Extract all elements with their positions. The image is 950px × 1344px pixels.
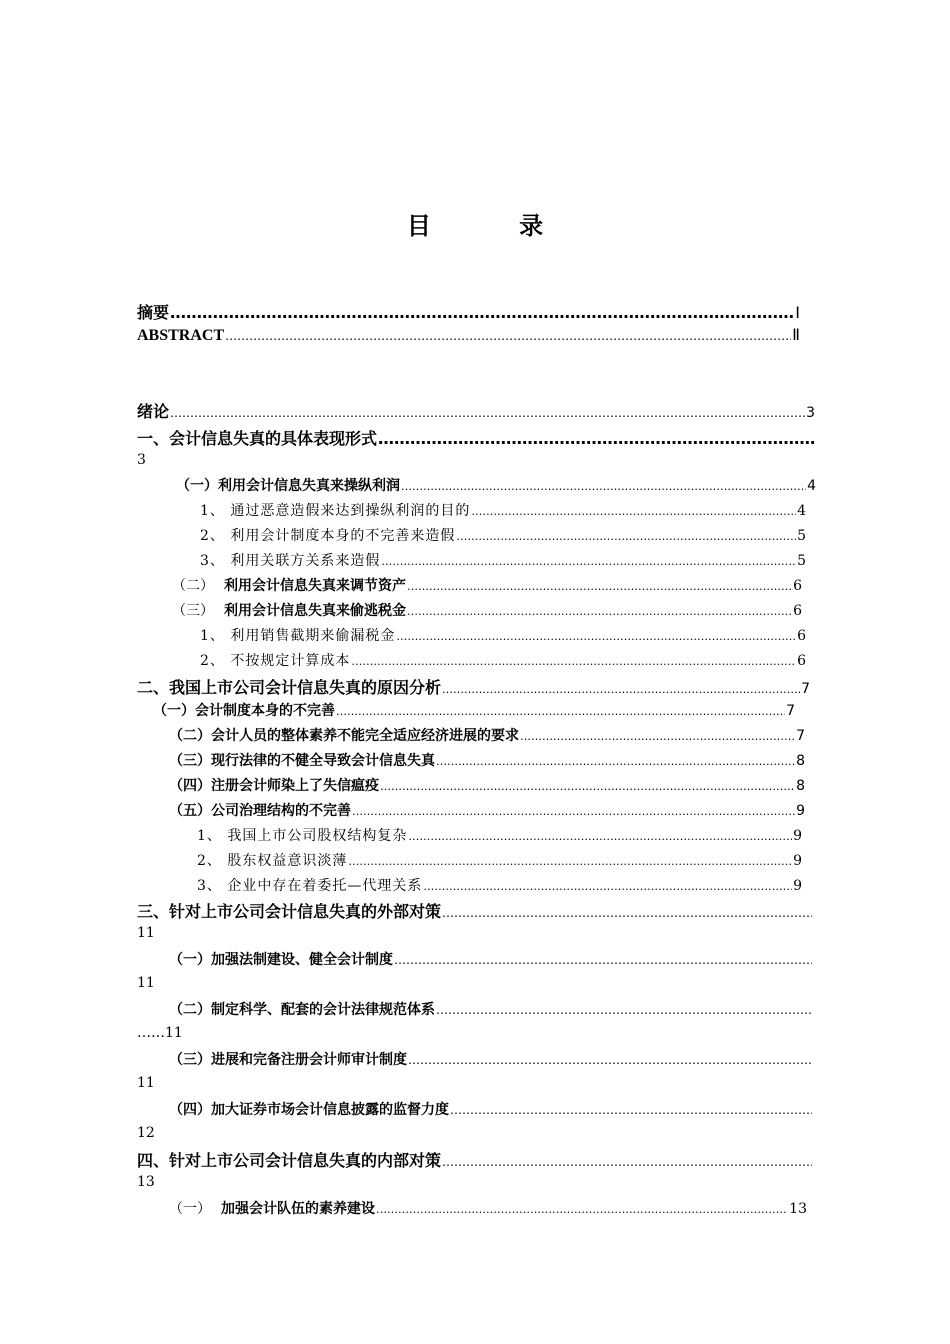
- leader-dots: [436, 755, 795, 768]
- toc-entry-page: 5: [797, 553, 806, 569]
- toc-entry-label: 2、 不按规定计算成本: [200, 653, 351, 669]
- toc-entry-label: 加强会计队伍的素养建设: [221, 1201, 375, 1217]
- toc-entry-label: 三、针对上市公司会计信息失真的外部对策: [137, 902, 442, 921]
- leader-dots: [394, 953, 812, 967]
- toc-entry-page: 11: [137, 975, 155, 991]
- toc-entry-label: 1、 利用销售截期来偷漏税金: [200, 628, 396, 644]
- toc-entry-abstract-cn[interactable]: [137, 300, 800, 323]
- toc-entry-label: 1、 我国上市公司股权结构复杂: [197, 828, 408, 844]
- toc-entry-page: 6: [797, 628, 806, 644]
- leader-dots: [408, 830, 792, 843]
- toc-entry-ch1-s2[interactable]: [172, 575, 802, 595]
- leader-dots: [352, 805, 795, 818]
- leader-dots: [436, 1003, 812, 1017]
- toc-entry-label: 绪论: [137, 402, 170, 421]
- toc-entry-label: 二、我国上市公司会计信息失真的原因分析: [137, 678, 442, 697]
- toc-entry-page: 13: [137, 1174, 155, 1190]
- leader-dots: [225, 329, 791, 343]
- toc-entry-ch2-s5[interactable]: [169, 800, 805, 820]
- toc-entry-page: 11: [137, 1075, 155, 1091]
- toc-entry-ch2-s4[interactable]: [169, 775, 805, 795]
- toc-title: 目 录: [406, 212, 584, 240]
- toc-entry-number: （二）: [172, 578, 214, 594]
- toc-entry-label: 2、 股东权益意识淡薄: [197, 853, 348, 869]
- toc-entry-ch1-s1-3[interactable]: [200, 550, 806, 570]
- leader-dots: [407, 605, 792, 618]
- toc-entry-ch1-s1-2[interactable]: [200, 525, 806, 545]
- toc-entry-number: （一）: [169, 1201, 211, 1217]
- toc-entry-ch2-s3[interactable]: [169, 750, 805, 770]
- toc-entry-page: 11: [137, 925, 155, 941]
- toc-entry-ch1-s1[interactable]: [176, 475, 816, 495]
- leader-dots: [396, 630, 796, 643]
- toc-entry-ch4[interactable]: [137, 1148, 813, 1171]
- leader-dots: [450, 1103, 812, 1117]
- toc-entry-ch3-s1[interactable]: [169, 949, 813, 969]
- toc-entry-ch2-s2[interactable]: [169, 725, 805, 745]
- toc-entry-ch1-s3-1[interactable]: [200, 625, 806, 645]
- leader-dots: [378, 429, 814, 448]
- leader-dots: [381, 555, 796, 568]
- leader-dots: [380, 780, 795, 793]
- leader-dots: [423, 880, 792, 893]
- toc-entry-ch2-s1[interactable]: [153, 700, 795, 720]
- toc-entry-page: 7: [801, 681, 810, 697]
- toc-entry-label: （一）会计制度本身的不完善: [153, 703, 335, 719]
- toc-entry-page: Ⅱ: [792, 325, 800, 344]
- toc-entry-ch2[interactable]: [137, 675, 810, 698]
- leader-dots: [407, 580, 792, 593]
- leader-dots: [170, 406, 805, 420]
- leader-dots: [401, 480, 806, 493]
- toc-entry-label: ABSTRACT: [137, 327, 225, 344]
- leader-dots: [471, 505, 796, 518]
- toc-entry-page: 7: [786, 703, 795, 719]
- toc-entry-label: 3、 企业中存在着委托—代理关系: [197, 878, 423, 894]
- toc-entry-label: 3、 利用关联方关系来造假: [200, 553, 381, 569]
- toc-entry-page: 9: [793, 828, 802, 844]
- toc-entry-number: （三）: [172, 603, 214, 619]
- leader-dots: [408, 1053, 812, 1067]
- toc-entry-label: （四）加大证券市场会计信息披露的监督力度: [169, 1102, 449, 1118]
- toc-entry-page: 5: [797, 528, 806, 544]
- toc-entry-label: 利用会计信息失真来偷逃税金: [224, 603, 406, 619]
- toc-entry-ch3-s4[interactable]: [169, 1099, 813, 1119]
- toc-entry-page: Ⅰ: [795, 303, 800, 322]
- toc-entry-page: 6: [793, 578, 802, 594]
- toc-entry-label: （三）现行法律的不健全导致会计信息失真: [169, 753, 435, 769]
- toc-entry-ch3[interactable]: [137, 899, 813, 922]
- toc-entry-page: 8: [796, 778, 805, 794]
- toc-entry-page: 7: [796, 728, 805, 744]
- leader-dots: [351, 655, 796, 668]
- toc-entry-page: 9: [796, 803, 805, 819]
- toc-entry-page: 3: [137, 452, 146, 468]
- toc-entry-ch1-s3[interactable]: [172, 600, 802, 620]
- leader-dots: [456, 530, 796, 543]
- toc-entry-ch1-s3-2[interactable]: [200, 650, 806, 670]
- toc-entry-ch2-s5-2[interactable]: [197, 850, 802, 870]
- toc-entry-page: 6: [797, 653, 806, 669]
- toc-entry-label: （二）会计人员的整体素养不能完全适应经济进展的要求: [169, 728, 519, 744]
- toc-entry-label: 四、针对上市公司会计信息失真的内部对策: [137, 1151, 442, 1170]
- toc-entry-page: 8: [796, 753, 805, 769]
- toc-entry-page: 4: [797, 503, 806, 519]
- toc-entry-label: 利用会计信息失真来调节资产: [224, 578, 406, 594]
- toc-entry-label: （一）加强法制建设、健全会计制度: [169, 952, 393, 968]
- toc-entry-ch2-s5-1[interactable]: [197, 825, 802, 845]
- leader-dots: [442, 1155, 812, 1169]
- leader-dots: [348, 855, 792, 868]
- toc-entry-page: ……11: [137, 1025, 183, 1041]
- toc-entry-label: 摘要: [137, 303, 170, 322]
- toc-entry-page: 3: [806, 405, 815, 421]
- toc-entry-label: （一）利用会计信息失真来操纵利润: [176, 478, 400, 494]
- toc-entry-page: 6: [793, 603, 802, 619]
- toc-entry-page: 9: [793, 853, 802, 869]
- toc-entry-page: 12: [137, 1125, 155, 1141]
- toc-entry-ch4-s1[interactable]: [169, 1198, 807, 1218]
- leader-dots: [442, 683, 800, 696]
- toc-entry-label: 1、 通过恶意造假来达到操纵利润的目的: [200, 503, 471, 519]
- toc-entry-ch2-s5-3[interactable]: [197, 875, 802, 895]
- leader-dots: [520, 730, 795, 743]
- toc-entry-page: 13: [789, 1201, 807, 1217]
- toc-entry-page: 9: [793, 878, 802, 894]
- toc-entry-abstract-en[interactable]: [137, 325, 800, 345]
- toc-entry-label: （四）注册会计师染上了失信瘟疫: [169, 778, 379, 794]
- toc-entry-ch3-s2[interactable]: [169, 999, 813, 1019]
- leader-dots: [442, 906, 812, 920]
- toc-entry-label: （二）制定科学、配套的会计法律规范体系: [169, 1002, 435, 1018]
- toc-entry-intro[interactable]: [137, 399, 815, 422]
- toc-entry-label: （五）公司治理结构的不完善: [169, 803, 351, 819]
- toc-entry-ch3-s3[interactable]: [169, 1049, 813, 1069]
- leader-dots: [170, 303, 794, 322]
- toc-entry-page: 4: [807, 478, 816, 494]
- toc-entry-label: 2、 利用会计制度本身的不完善来造假: [200, 528, 456, 544]
- toc-entry-label: （三）进展和完备注册会计师审计制度: [169, 1052, 407, 1068]
- leader-dots: [376, 1203, 788, 1216]
- toc-entry-ch1[interactable]: [137, 426, 815, 449]
- toc-entry-label: 一、会计信息失真的具体表现形式: [137, 429, 378, 448]
- leader-dots: [336, 705, 785, 718]
- toc-entry-ch1-s1-1[interactable]: [200, 500, 806, 520]
